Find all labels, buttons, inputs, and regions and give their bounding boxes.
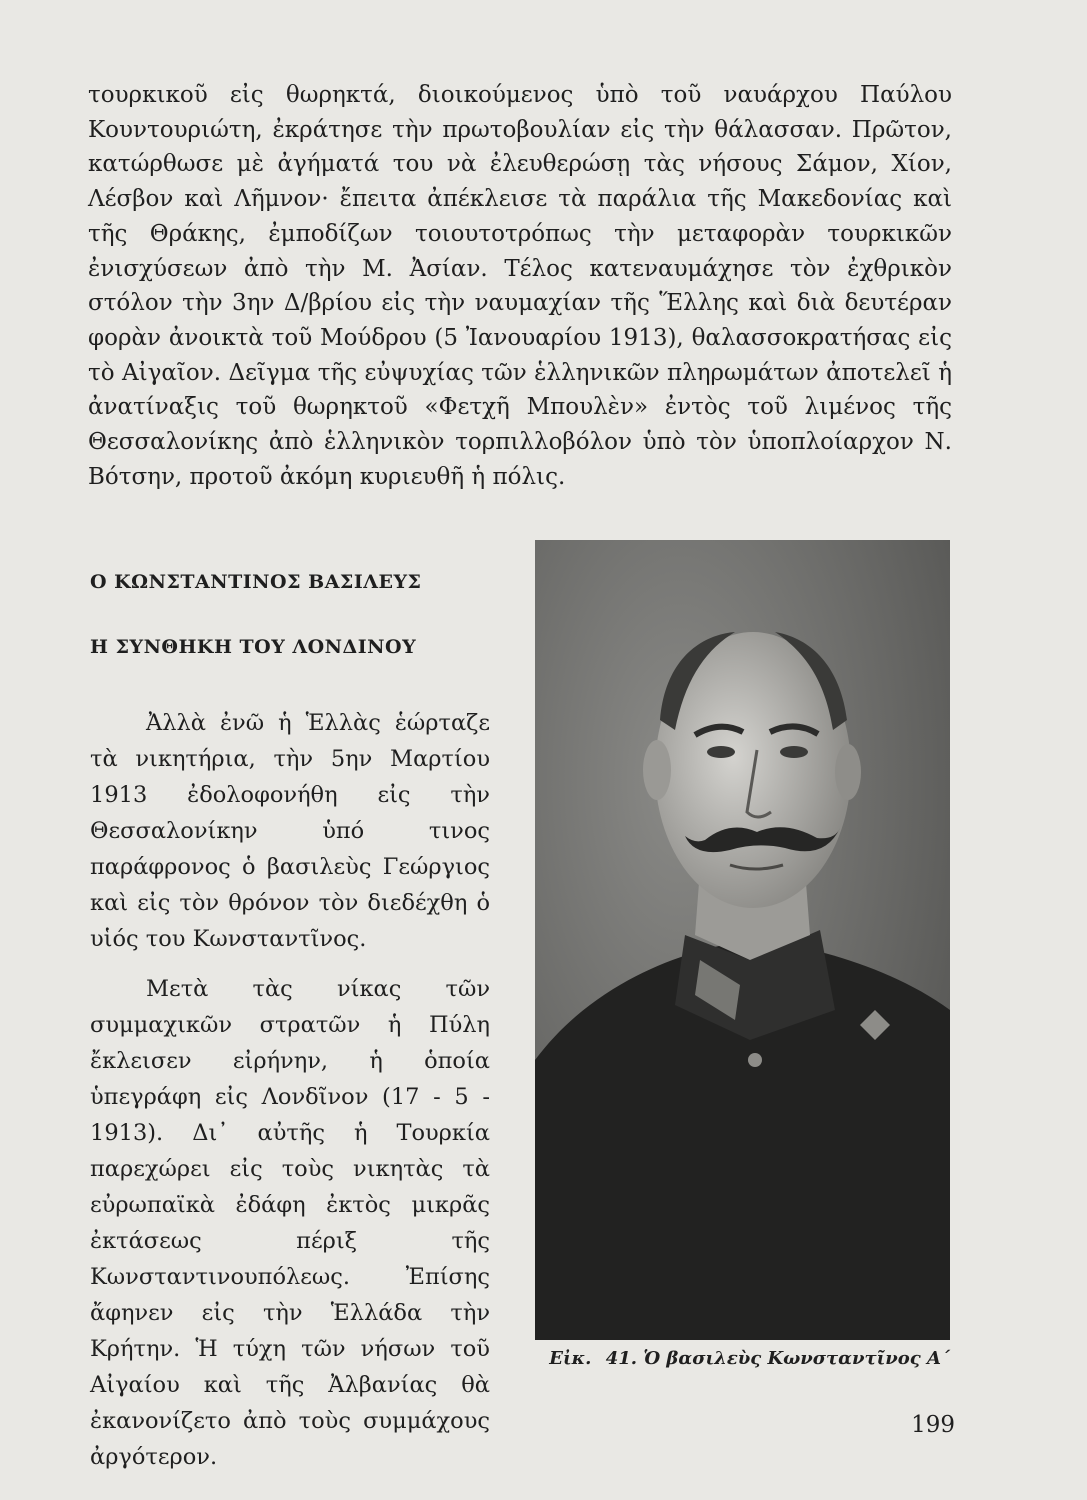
caption-prefix: Εἰκ. bbox=[549, 1348, 592, 1369]
paragraph-3: Μετὰ τὰς νίκας τῶν συμμαχικῶν στρατῶν ἡ Πύλη ἔκλεισεν εἰρήνην, ἡ ὁποία ὑπεγράφη εἰς Λονδῖνον (17 - 5 - 1913). Δι᾽ αὐτῆς ἡ Τουρκία παρεχώρει εἰς τοὺς νικητὰς τὰ εὐρωπαϊκὰ ἐδάφη ἐκτὸς μικρᾶς ἐκτάσεως πέριξ τῆς Κωνσταντινουπόλεως. Ἐπίσης ἄφηνεν εἰς τὴν Ἑλλάδα τὴν Κρήτην. Ἡ τύχη τῶν νήσων τοῦ Αἰγαίου καὶ τῆς Ἀλβανίας θὰ ἐκανονίζετο ἀπὸ τοὺς συμμάχους ἀργότερον. bbox=[90, 976, 490, 1470]
caption-text: Ὁ βασιλεὺς Κωνσταντῖνος Α΄ bbox=[643, 1348, 950, 1369]
caption-number: 41. bbox=[605, 1348, 638, 1369]
opening-paragraph bbox=[88, 78, 952, 494]
left-column-text bbox=[90, 705, 490, 1475]
paragraph-2: Ἀλλὰ ἐνῶ ἡ Ἑλλὰς ἑώρταζε τὰ νικητήρια, τὴν 5ην Μαρτίου 1913 ἐδολοφονήθη εἰς τὴν Θεσσαλονίκην ὑπό τινος παράφρονος ὁ βασιλεὺς Γεώργιος καὶ εἰς τὸν θρόνον τὸν διεδέχθη ὁ υἱός του Κωνσταντῖνος. bbox=[90, 710, 490, 952]
ear-right bbox=[835, 744, 861, 800]
portrait-image bbox=[535, 540, 950, 1340]
page-number: 199 bbox=[911, 1412, 955, 1438]
section-heading-king: Ο ΚΩΝΣΤΑΝΤΙΝΟΣ ΒΑΣΙΛΕΥΣ bbox=[90, 571, 422, 593]
paragraph-1: τουρκικοῦ εἰς θωρηκτά, διοικούμενος ὑπὸ τοῦ ναυάρχου Παύλου Κουντουριώτη, ἐκράτησε τὴν πρωτοβουλίαν εἰς τὴν θάλασσαν. Πρῶτον, κατώρθωσε μὲ ἀγήματά του νὰ ἐλευθερώσῃ τὰς νήσους Σάμον, Χίον, Λέσβον καὶ Λῆμνον· ἔπειτα ἀπέκλεισε τὰ παράλια τῆς Μακεδονίας καὶ τῆς Θράκης, ἐμποδίζων τοιουτοτρόπως τὴν μεταφορὰν τουρκικῶν ἐνισχύσεων ἀπὸ τὴν Μ. Ἀσίαν. Τέλος κατεναυμάχησε τὸν ἐχθρικὸν στόλον τὴν 3ην Δ/βρίου εἰς τὴν ναυμαχίαν τῆς Ἕλλης καὶ διὰ δευτέραν φορὰν ἀνοικτὰ τοῦ Μούδρου (5 Ἰανουαρίου 1913), θαλασσοκρατήσας εἰς τὸ Αἰγαῖον. Δεῖγμα τῆς εὐψυχίας τῶν ἑλληνικῶν πληρωμάτων ἀποτελεῖ ἡ ἀνατίναξις τοῦ θωρηκτοῦ «Φετχῆ Μπουλὲν» ἐντὸς τοῦ λιμένος τῆς Θεσσαλονίκης ἀπὸ ἑλληνικὸν τορπιλλοβόλον ὑπὸ τὸν ὑποπλοίαρχον Ν. Βότσην, προτοῦ ἀκόμη κυριευθῆ ἡ πόλις. bbox=[88, 82, 952, 490]
medal bbox=[748, 1053, 762, 1067]
figure-caption bbox=[535, 1348, 950, 1369]
eye-left bbox=[707, 746, 735, 758]
section-heading-treaty: Η ΣΥΝΘΗΚΗ ΤΟΥ ΛΟΝΔΙΝΟΥ bbox=[90, 636, 417, 658]
portrait-photo bbox=[535, 540, 950, 1340]
ear-left bbox=[643, 740, 671, 800]
eye-right bbox=[780, 746, 808, 758]
